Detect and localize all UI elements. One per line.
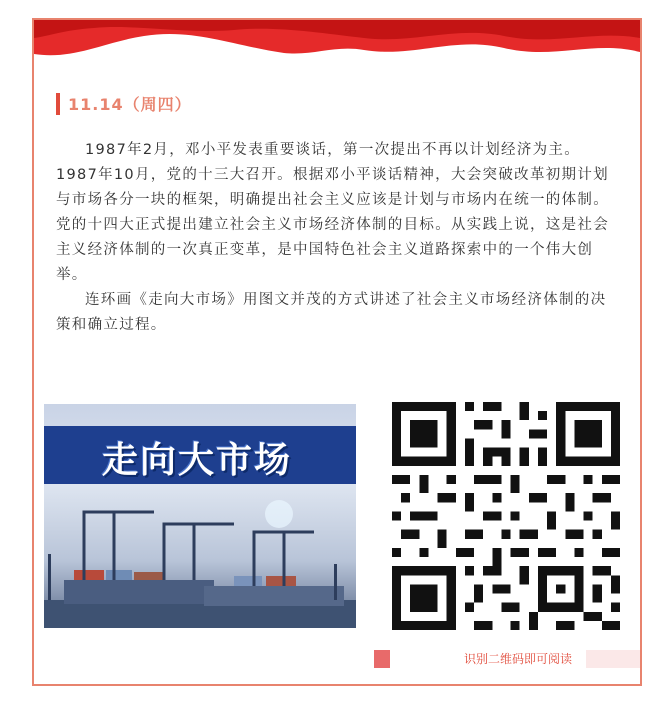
paragraph: 1987年2月，邓小平发表重要谈话，第一次提出不再以计划经济为主。1987年10月，党的十三大召开。根据邓小平谈话精神，大会突破改革初期计划与市场各分一块的框架，明确提出社会主义应该是计划与市场内在统一的体制。党的十四大正式提出建立社会主义市场经济体制的目标。从实践上说，这是社会主义经济体制的一次真正变革，是中国特色社会主义道路探索中的一个伟大创举。 (56, 142, 609, 283)
footer-fade-block (586, 650, 640, 668)
qr-caption: 识别二维码即可阅读 (464, 652, 573, 666)
paragraph: 连环画《走向大市场》用图文并茂的方式讲述了社会主义市场经济体制的决策和确立过程。 (56, 292, 607, 333)
port-cranes-illustration (44, 404, 356, 628)
article-body (56, 138, 622, 338)
qr-code[interactable] (392, 402, 620, 630)
date-label: 11.14（周四） (68, 95, 192, 114)
date-heading (56, 92, 192, 115)
heading-accent-bar (56, 93, 60, 115)
comic-cover-image (44, 404, 356, 628)
article-card (32, 18, 642, 686)
footer-accent-block (374, 650, 390, 668)
comic-title: 走向大市场 (102, 440, 293, 481)
red-wave-banner (34, 20, 640, 72)
